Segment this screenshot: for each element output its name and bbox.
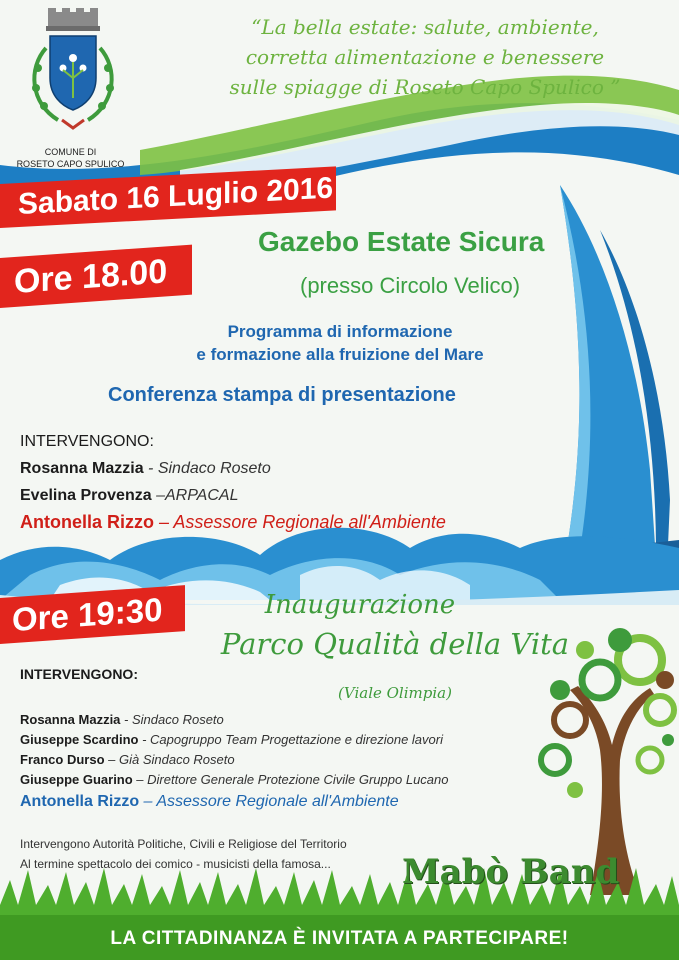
event-date: Sabato 16 Luglio 2016 bbox=[18, 171, 334, 222]
speaker-role: Sindaco Roseto bbox=[131, 712, 224, 727]
speakers-heading-2: INTERVENGONO: bbox=[20, 666, 138, 682]
speaker-row bbox=[20, 482, 446, 509]
speaker-sep: – bbox=[154, 512, 174, 532]
speaker-sep: – bbox=[151, 487, 165, 504]
speaker-sep: – bbox=[139, 793, 157, 810]
sailboat-graphic bbox=[540, 185, 679, 575]
event2-title-line2: Parco Qualità della Vita bbox=[220, 627, 570, 661]
event1-press: Conferenza stampa di presentazione bbox=[108, 384, 456, 406]
speaker-row bbox=[20, 509, 446, 536]
event1-location: (presso Circolo Velico) bbox=[300, 273, 521, 298]
speaker-row bbox=[20, 710, 449, 730]
speaker-row bbox=[20, 770, 449, 790]
headline-line3: sulle spiagge di Roseto Capo Spulico ” bbox=[229, 75, 621, 99]
speaker-role: Sindaco Roseto bbox=[157, 460, 271, 477]
crest bbox=[18, 8, 128, 143]
speaker-name: Rosanna Mazzia bbox=[20, 712, 121, 727]
comune-line2: ROSETO CAPO SPULICO bbox=[16, 159, 125, 169]
speaker-role: Già Sindaco Roseto bbox=[118, 752, 235, 767]
note-line2: Al termine spettacolo dei comico - musicisti della famosa... bbox=[20, 857, 331, 871]
speaker-role: Direttore Generale Protezione Civile Gruppo Lucano bbox=[147, 772, 449, 787]
event1-title: Gazebo Estate Sicura bbox=[258, 226, 545, 257]
speaker-role: Assessore Regionale all'Ambiente bbox=[156, 793, 399, 810]
speaker-role: ARPACAL bbox=[164, 487, 239, 504]
closing-notes bbox=[20, 834, 347, 874]
event2-title-line1: Inaugurazione bbox=[264, 590, 456, 620]
speaker-role: Capogruppo Team Progettazione e direzione lavori bbox=[150, 732, 443, 747]
event2-time: Ore 19:30 bbox=[12, 590, 163, 639]
band-name: Mabò Band bbox=[402, 852, 620, 892]
headline-line2: corretta alimentazione e benessere bbox=[245, 45, 605, 69]
note-line1: Intervengono Autorità Politiche, Civili e Religiose del Territorio bbox=[20, 837, 347, 851]
speaker-name: Antonella Rizzo bbox=[20, 512, 154, 532]
event1-time: Ore 18.00 bbox=[14, 252, 168, 302]
speaker-sep: - bbox=[138, 732, 151, 747]
event1-speakers bbox=[20, 428, 446, 536]
speaker-name: Giuseppe Guarino bbox=[20, 772, 133, 787]
speaker-name: Giuseppe Scardino bbox=[20, 732, 139, 747]
event2-speakers bbox=[20, 710, 449, 814]
headline bbox=[190, 12, 660, 102]
speaker-sep: – bbox=[104, 752, 119, 767]
speaker-row bbox=[20, 750, 449, 770]
program-line2: e formazione alla fruizione del Mare bbox=[196, 345, 484, 364]
speaker-name: Franco Durso bbox=[20, 752, 105, 767]
speaker-sep: - bbox=[143, 460, 158, 477]
event1-program bbox=[150, 320, 530, 366]
speaker-name: Evelina Provenza bbox=[20, 487, 152, 504]
speaker-row bbox=[20, 730, 449, 750]
speakers-heading-1: INTERVENGONO: bbox=[20, 433, 154, 450]
comune-line1: COMUNE DI bbox=[44, 147, 97, 157]
speaker-row bbox=[20, 790, 449, 814]
headline-line1: “La bella estate: salute, ambiente, bbox=[251, 15, 599, 39]
footer-invitation: LA CITTADINANZA È INVITATA A PARTECIPARE! bbox=[110, 928, 569, 949]
speaker-sep: – bbox=[132, 772, 148, 787]
event2-location: (Viale Olimpia) bbox=[338, 684, 452, 702]
comune-label bbox=[8, 146, 133, 170]
speaker-role: Assessore Regionale all'Ambiente bbox=[173, 512, 446, 532]
speaker-name: Antonella Rizzo bbox=[20, 793, 140, 810]
coat-of-arms-icon bbox=[18, 8, 128, 143]
speaker-name: Rosanna Mazzia bbox=[20, 460, 144, 477]
speaker-sep: - bbox=[120, 712, 132, 727]
event2-speakers-heading-wrap bbox=[20, 666, 138, 682]
program-line1: Programma di informazione bbox=[227, 322, 453, 341]
speaker-row bbox=[20, 455, 446, 482]
